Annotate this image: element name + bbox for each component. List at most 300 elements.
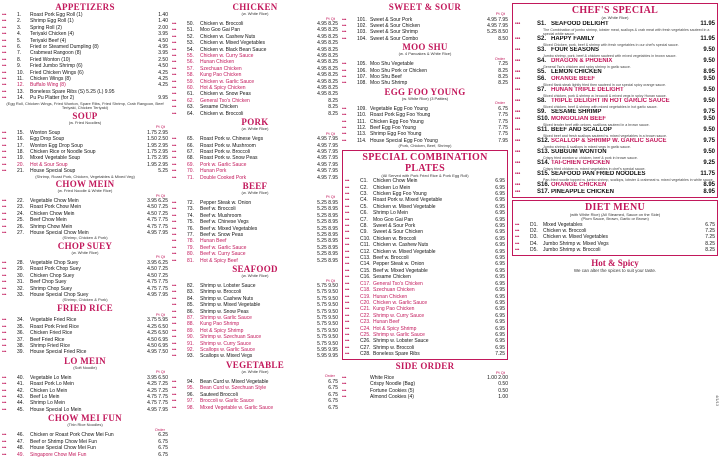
item-price: 6.25 xyxy=(158,432,168,439)
item-name: Shrimp w. Lobster Sauce xyxy=(200,283,256,289)
item-chinese-name: ••• xyxy=(345,287,350,293)
item-chinese-name: ••• xyxy=(515,97,521,104)
item-number: C10. xyxy=(360,235,371,242)
item-number: S1. xyxy=(537,20,547,27)
menu-item xyxy=(172,405,338,411)
item-name: Roast Pork Chow Mein xyxy=(30,204,82,211)
item-number: 65. xyxy=(187,136,194,143)
section-sideorder xyxy=(342,362,508,401)
item-chinese-name: ••• xyxy=(172,295,177,301)
item-chinese-name: ••• xyxy=(172,91,177,97)
item-description: Sliced tender beef with onions, scallions sauteed in a brown sauce. xyxy=(543,122,650,127)
item-chinese-name: ••• xyxy=(515,68,521,75)
item-chinese-name: ••• xyxy=(342,67,347,73)
item-chinese-name: ••• xyxy=(2,24,7,30)
item-name: Hunan Pork xyxy=(200,168,227,175)
item-name: Pork w. Garlic Sauce xyxy=(200,161,247,168)
item-chinese-name: ••• xyxy=(2,37,7,43)
item-price: 4.25 6.50 xyxy=(147,330,168,337)
item-chinese-name: ••• xyxy=(172,340,177,346)
section-subtitle: (All Served with Pork Fried Rice & Pork Egg Roll) xyxy=(381,172,469,178)
item-chinese-name: ••• xyxy=(2,217,7,223)
item-chinese-name: ••• xyxy=(172,78,177,84)
item-description: Pan-fried noodle topped w. jumbo shrimp, scallops, lobster & crabmeat w. mixed vegetables in white sauce. xyxy=(543,177,714,182)
item-number: 49. xyxy=(17,451,24,458)
section-title: CHOW MEI FUN xyxy=(48,413,122,424)
item-price: 3.75 5.95 xyxy=(147,317,168,324)
item-number: D1. xyxy=(530,221,538,228)
item-chinese-name: ••• xyxy=(172,219,177,225)
item-number: 48. xyxy=(17,445,24,452)
item-name: ORANGE BEEF xyxy=(551,75,596,82)
item-chinese-name: ••• xyxy=(2,343,7,349)
menu-item xyxy=(515,98,715,105)
item-name: Sweet & Sour Chicken xyxy=(373,229,424,236)
item-number: 106. xyxy=(357,67,367,74)
item-name: Hot & Spicy Shrimp xyxy=(373,325,417,332)
item-chinese-name: ••• xyxy=(342,112,347,118)
item-chinese-name: ••• xyxy=(172,33,177,39)
section-chowmein xyxy=(2,180,168,241)
item-name: LEMON CHICKEN xyxy=(551,68,602,75)
section-chopsuey xyxy=(2,242,168,303)
item-number: C28. xyxy=(360,351,371,358)
item-price: 5.95 9.95 xyxy=(317,353,338,360)
item-price: 6.75 xyxy=(328,385,338,392)
item-name: Vegetable Lo Mein xyxy=(30,374,72,381)
item-price: 4.95 7.95 xyxy=(147,230,168,237)
section-seafood xyxy=(172,265,338,360)
item-number: 25. xyxy=(17,217,24,224)
item-number: C8. xyxy=(360,223,368,230)
section-title: CHICKEN xyxy=(232,3,278,12)
item-name: Moo Shu Vegetable xyxy=(370,61,414,68)
item-number: 6. xyxy=(17,44,22,51)
item-name: Hunan Beef xyxy=(373,319,400,326)
item-chinese-name: ••• xyxy=(172,353,177,359)
item-price: 1.40 xyxy=(158,12,168,18)
item-price: 5.75 9.50 xyxy=(317,334,338,341)
item-price: 4.95 8.25 xyxy=(317,21,338,27)
section-vegetable xyxy=(172,361,338,411)
item-number: 113. xyxy=(357,131,367,138)
item-price: 9.95 xyxy=(158,95,168,102)
item-chinese-name: ••• xyxy=(172,110,177,116)
item-price: 6.95 xyxy=(495,235,505,242)
item-number: 78. xyxy=(187,238,194,245)
item-price: 9.50 xyxy=(703,75,715,82)
item-name: Chicken w. Garlic Sauce xyxy=(200,78,255,85)
item-number: 10. xyxy=(17,69,24,76)
item-price: 6.75 xyxy=(705,221,715,228)
item-name: Chicken w. Garlic Sauce xyxy=(373,299,428,306)
item-chinese-name: ••• xyxy=(172,168,177,174)
item-number: 75. xyxy=(187,219,194,226)
item-number: C2. xyxy=(360,184,368,191)
item-price: 4.50 xyxy=(158,63,168,70)
item-name: Chicken w. Cashew Nuts xyxy=(373,242,429,249)
item-chinese-name: ••• xyxy=(2,161,7,167)
item-name: Shrimp w. Broccoli xyxy=(200,289,242,296)
item-chinese-name: ••• xyxy=(2,279,7,285)
item-price: 3.95 6.50 xyxy=(147,374,168,381)
section-subtitle: (Soft Noodle) xyxy=(73,364,97,370)
menu-item xyxy=(515,69,715,76)
item-chinese-name: ••• xyxy=(342,16,347,22)
section-title: CHOP SUEY xyxy=(57,240,113,251)
item-name: Shrimp w. Curry Sauce xyxy=(200,340,252,347)
menu-item xyxy=(515,182,715,189)
item-chinese-name: ••• xyxy=(2,223,7,229)
item-number: 26. xyxy=(17,223,24,230)
item-chinese-name: ••• xyxy=(345,351,350,357)
item-price: 3.95 6.25 xyxy=(147,198,168,205)
item-price: 4.95 7.95 xyxy=(487,16,508,23)
item-price: 6.95 xyxy=(495,274,505,281)
menu-item xyxy=(515,171,715,178)
item-name: Chicken w. Broccoli xyxy=(200,110,244,117)
item-number: C24. xyxy=(360,325,371,332)
item-chinese-name: ••• xyxy=(345,235,350,241)
item-name: Beef Egg Foo Young xyxy=(370,124,416,131)
item-name: Sweet & Sour Combo xyxy=(370,35,419,42)
item-name: Shrimp Fried Rice xyxy=(30,343,71,350)
item-name: Hot & Spicy Shrimp xyxy=(200,327,244,334)
item-price: 5.25 8.95 xyxy=(317,206,338,213)
item-chinese-name: ••• xyxy=(2,88,7,94)
item-number: 32. xyxy=(17,285,24,292)
item-number: 50. xyxy=(187,21,194,27)
item-number: C9. xyxy=(360,229,368,236)
item-price: 6.75 xyxy=(328,404,338,411)
item-chinese-name: ••• xyxy=(172,391,177,397)
item-number: 62. xyxy=(187,97,194,104)
item-price: 11.75 xyxy=(700,170,715,177)
item-price: 5.25 8.95 xyxy=(317,231,338,238)
item-name: Fried Jumbo Shrimp (6) xyxy=(30,63,83,70)
item-number: 66. xyxy=(187,142,194,149)
item-chinese-name: ••• xyxy=(342,131,347,137)
item-number: 74. xyxy=(187,212,194,219)
item-number: 28. xyxy=(17,259,24,266)
item-number: 27. xyxy=(17,230,24,237)
item-name: Chicken Lo Mein xyxy=(373,184,411,191)
item-name: Shrimp w. Snow Peas xyxy=(200,308,249,315)
item-chinese-name: ••• xyxy=(172,302,177,308)
item-number: 85. xyxy=(187,302,194,309)
item-number: D2. xyxy=(530,227,538,234)
item-name: Sweet & Sour Shrimp xyxy=(370,29,418,36)
item-price: 6.95 xyxy=(495,191,505,197)
item-price: 6.95 xyxy=(495,255,505,262)
item-price: 6.95 xyxy=(495,184,505,191)
item-chinese-name: ••• xyxy=(172,155,177,161)
item-price: 4.50 7.25 xyxy=(147,272,168,279)
item-name: Beef w. Mixed Vegetables xyxy=(200,225,258,232)
item-chinese-name: ••• xyxy=(2,204,7,210)
item-chinese-name: ••• xyxy=(345,299,350,305)
item-number: 42. xyxy=(17,387,24,394)
item-number: 40. xyxy=(17,374,24,381)
item-chinese-name: ••• xyxy=(172,308,177,314)
item-number: 101. xyxy=(357,16,367,23)
item-price: 11.95 xyxy=(700,20,715,27)
item-description: Crispy fried chicken w. mixed vegetables in chef's special sauce. xyxy=(543,166,646,171)
item-chinese-name: ••• xyxy=(172,289,177,295)
item-price: 0.50 xyxy=(498,381,508,388)
item-chinese-name: ••• xyxy=(342,381,347,387)
item-name: Vegetable Chop Suey xyxy=(30,259,79,266)
item-chinese-name: ••• xyxy=(2,272,7,278)
item-chinese-name: ••• xyxy=(2,406,7,412)
item-name: Chicken w. Mixed Vegetables xyxy=(543,234,609,241)
section-subtitle-2: (Plum Sauce, Brown, Garlic or Brown) xyxy=(581,216,649,221)
menu-item xyxy=(515,109,715,116)
item-number: 19. xyxy=(17,155,24,162)
item-name: Roast Pork Chop Suey xyxy=(30,266,81,273)
section-title: SPECIAL COMBINATION PLATES xyxy=(362,151,488,174)
item-number: S5. xyxy=(537,68,547,75)
item-number: 52. xyxy=(187,33,194,40)
item-price: 4.75 7.75 xyxy=(147,400,168,407)
item-number: 11. xyxy=(17,76,24,83)
item-name: Scallops w. Garlic Sauce xyxy=(200,347,256,354)
item-price: 1.75 2.95 xyxy=(147,148,168,155)
item-name: Beef w. Curry Sauce xyxy=(200,251,246,258)
item-chinese-name: ••• xyxy=(342,137,347,143)
item-number: 56. xyxy=(187,59,194,66)
item-price: 6.95 xyxy=(495,344,505,351)
item-chinese-name: ••• xyxy=(515,170,521,177)
size-header: Order xyxy=(324,373,335,379)
item-chinese-name: ••• xyxy=(172,161,177,167)
item-name: Beef Chop Suey xyxy=(30,279,67,286)
item-chinese-name: ••• xyxy=(2,374,7,380)
item-name: Hunan Chicken xyxy=(373,293,408,300)
item-name: Shrimp w. Mixed Vegetable xyxy=(200,302,261,309)
item-number: 87. xyxy=(187,315,194,322)
item-chinese-name: ••• xyxy=(515,159,521,166)
item-name: White Rice xyxy=(370,375,395,382)
item-chinese-name: ••• xyxy=(345,178,350,184)
print-code: 4/1/13 xyxy=(715,395,720,407)
item-number: 2. xyxy=(17,18,22,25)
item-chinese-name: ••• xyxy=(345,248,350,254)
item-name: Fried Chicken Wings (6) xyxy=(30,69,84,76)
item-price: 7.75 xyxy=(498,124,508,131)
item-name: Shrimp w. Garlic Sauce xyxy=(200,315,252,322)
item-name: Beef w. Snow Peas xyxy=(200,231,244,238)
item-name: Chicken w. Cashew Nuts xyxy=(200,33,256,40)
item-name: Beef Chow Mein xyxy=(30,217,67,224)
item-number: C27. xyxy=(360,344,371,351)
menu-column-2 xyxy=(172,3,338,412)
item-chinese-name: ••• xyxy=(172,238,177,244)
item-name: PINEAPPLE CHICKEN xyxy=(551,188,615,195)
item-number: 31. xyxy=(17,279,24,286)
item-chinese-name: ••• xyxy=(2,266,7,272)
item-number: 105. xyxy=(357,61,367,68)
item-name: General Tso's Chicken xyxy=(373,280,423,287)
item-price: 6.95 xyxy=(495,287,505,294)
section-title: CHEF'S SPECIAL xyxy=(571,5,659,16)
item-number: 3. xyxy=(17,24,22,31)
item-name: Roast Pork Egg Foo Young xyxy=(370,112,431,119)
item-number: C7. xyxy=(360,216,368,223)
item-price: 4.75 7.75 xyxy=(147,279,168,286)
item-name: House Special Chow Mein xyxy=(30,230,89,237)
item-price: 7.25 xyxy=(495,351,505,358)
item-price: 8.25 xyxy=(328,104,338,111)
item-price: 6.95 xyxy=(495,293,505,300)
item-price: 9.50 xyxy=(703,115,715,122)
item-number: 33. xyxy=(17,292,24,298)
item-number: 79. xyxy=(187,244,194,251)
size-header: Pt Qt xyxy=(325,277,335,283)
item-number: C5. xyxy=(360,203,368,210)
item-price: 6.95 xyxy=(495,261,505,268)
item-number: 4. xyxy=(17,31,22,38)
item-number: C13. xyxy=(360,255,371,262)
section-subtitle: (w. White Rice) xyxy=(241,126,269,132)
item-number: 89. xyxy=(187,327,194,334)
item-number: S10. xyxy=(537,115,550,122)
item-price: 4.25 7.25 xyxy=(147,387,168,394)
item-name: Fortune Cookies (5) xyxy=(370,387,415,394)
item-name: Sweet & Sour Chicken xyxy=(370,22,421,29)
item-chinese-name: ••• xyxy=(2,82,7,88)
item-chinese-name: ••• xyxy=(172,315,177,321)
item-name: Hot & Sour Soup xyxy=(30,161,68,168)
item-number: 67. xyxy=(187,148,194,155)
item-chinese-name: ••• xyxy=(515,240,520,246)
menu-column-4 xyxy=(512,3,718,274)
item-price: 5.75 9.50 xyxy=(317,283,338,289)
section-title: APPETIZERS xyxy=(55,3,115,12)
size-header: Pt Qt xyxy=(155,311,165,317)
menu-item xyxy=(342,394,508,400)
item-name: Beef w. Mushroom xyxy=(200,212,242,219)
item-name: Shrimp Egg Roll (1) xyxy=(30,18,74,25)
item-number: 1. xyxy=(17,12,22,18)
section-chowmeifun xyxy=(2,414,168,458)
item-price: 2.50 xyxy=(158,56,168,63)
item-price: 4.50 7.25 xyxy=(147,266,168,273)
item-name: Roast Pork w. Broccoli xyxy=(200,148,251,155)
item-price: 6.75 xyxy=(328,398,338,405)
size-header: Pt Qt xyxy=(325,194,335,200)
item-number: 53. xyxy=(187,40,194,47)
item-number: 81. xyxy=(187,257,194,264)
item-chinese-name: ••• xyxy=(172,104,177,110)
item-chinese-name: ••• xyxy=(515,188,521,195)
item-price: 4.25 7.25 xyxy=(147,381,168,388)
item-chinese-name: ••• xyxy=(172,21,177,26)
item-chinese-name: ••• xyxy=(2,129,7,135)
item-chinese-name: ••• xyxy=(2,198,7,204)
item-chinese-name: ••• xyxy=(342,35,347,41)
item-chinese-name: ••• xyxy=(172,27,177,33)
item-chinese-name: ••• xyxy=(172,46,177,52)
item-number: 54. xyxy=(187,46,194,53)
item-description: Sliced flank steak lightly fried then sauteed in our special spicy orange sauce. xyxy=(543,82,667,87)
section-title: VEGETABLE xyxy=(225,359,285,370)
item-chinese-name: ••• xyxy=(345,312,350,318)
item-chinese-name: ••• xyxy=(345,331,350,337)
item-number: 36. xyxy=(17,330,24,337)
item-chinese-name: ••• xyxy=(345,319,350,325)
item-name: Vegetable Egg Foo Young xyxy=(370,105,428,112)
item-name: FOUR SEASONS xyxy=(551,46,600,53)
item-price: 4.50 6.95 xyxy=(147,336,168,343)
item-number: 22. xyxy=(17,198,24,205)
item-number: 91. xyxy=(187,340,194,347)
item-chinese-name: ••• xyxy=(2,330,7,336)
item-number: 7. xyxy=(17,50,22,57)
item-price: 8.50 xyxy=(498,35,508,42)
item-price: 1.95 2.95 xyxy=(147,161,168,168)
item-number: 93. xyxy=(187,353,194,360)
menu-item xyxy=(515,76,715,83)
item-chinese-name: ••• xyxy=(2,292,7,297)
item-number: S14. xyxy=(537,159,550,166)
item-price: 4.95 8.25 xyxy=(317,40,338,47)
item-name: Shrimp Chop Suey xyxy=(30,285,72,292)
section-title: CHOW MEIN xyxy=(55,179,115,190)
item-chinese-name: ••• xyxy=(515,115,521,122)
item-name: Crispy Noodle (Bag) xyxy=(370,381,416,388)
item-number: D4. xyxy=(530,240,538,247)
item-price: 4.95 8.25 xyxy=(317,33,338,40)
size-header: Pt Qt xyxy=(155,369,165,375)
item-chinese-name: ••• xyxy=(2,95,7,101)
item-price: 8.25 xyxy=(498,80,508,87)
item-chinese-name: ••• xyxy=(2,155,7,161)
item-name: Shrimp w. Lobster Sauce xyxy=(373,338,429,345)
item-description: General Tso's chicken and spicy shrimp in garlic sauce. xyxy=(543,64,631,69)
item-name: Kung Pao Chicken xyxy=(373,306,415,313)
item-number: S8. xyxy=(537,97,547,104)
item-number: 92. xyxy=(187,347,194,354)
item-chinese-name: ••• xyxy=(172,385,177,391)
item-price: 9.75 xyxy=(703,108,715,115)
item-number: 45. xyxy=(17,406,24,413)
item-number: 98. xyxy=(187,404,194,411)
item-name: SEAFOOD PAN FRIED NOODLES xyxy=(551,170,646,177)
item-chinese-name: ••• xyxy=(345,184,350,190)
item-number: 103. xyxy=(357,29,367,36)
item-name: BEEF AND SCALLOP xyxy=(551,126,612,133)
item-number: 34. xyxy=(17,317,24,324)
item-number: 86. xyxy=(187,308,194,315)
item-number: S13. xyxy=(537,148,550,155)
item-chinese-name: ••• xyxy=(2,400,7,406)
section-soup xyxy=(2,112,168,179)
item-name: Mixed Vegetables xyxy=(543,221,583,228)
item-chinese-name: ••• xyxy=(2,349,7,355)
section-title: EGG FOO YOUNG xyxy=(384,86,466,97)
item-name: Chicken Fried Rice xyxy=(30,330,73,337)
item-name: SEAFOOD DELIGHT xyxy=(551,20,609,27)
item-chinese-name: ••• xyxy=(2,381,7,387)
item-number: 68. xyxy=(187,155,194,162)
item-description: Sliced beef and fresh scallops sauteed w. mixed vegetables in a brown sauce. xyxy=(543,133,668,138)
item-name: Pepper Steak w. Onion xyxy=(200,199,252,206)
item-number: 15. xyxy=(17,129,24,136)
item-chinese-name: ••• xyxy=(2,50,7,56)
item-price: 5.25 8.95 xyxy=(317,257,338,264)
item-chinese-name: ••• xyxy=(2,142,7,148)
